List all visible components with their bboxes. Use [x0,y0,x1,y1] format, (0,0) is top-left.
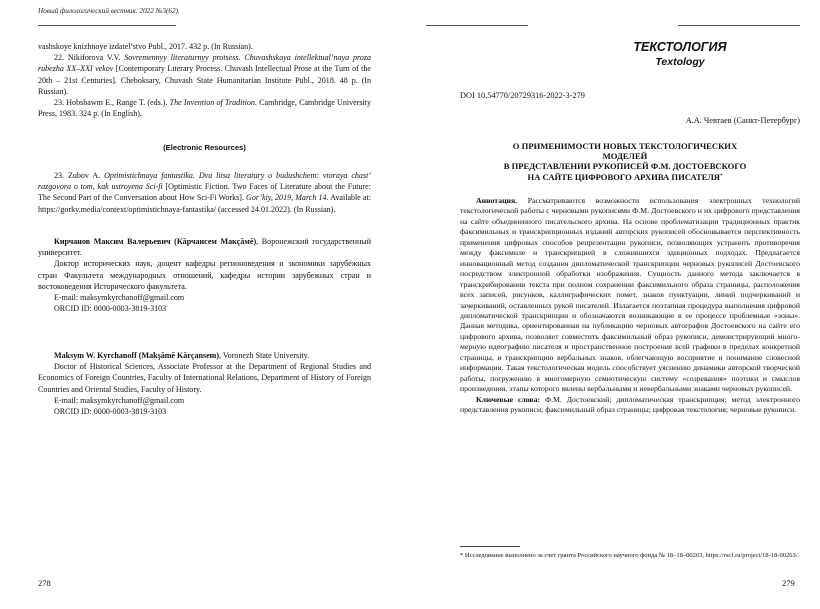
abstract [460,196,800,416]
page-number-right: 279 [782,578,795,588]
rubric-ru: ТЕКСТОЛОГИЯ [633,40,727,54]
reference-list [38,41,371,119]
article-title: О ПРИМЕНИМОСТИ НОВЫХ ТЕКСТОЛОГИЧЕСКИХ МОДЕЛЕЙ В ПРЕДСТАВЛЕНИИ РУКОПИСЕЙ Ф.М. ДОСТОЕВСКОГО НА САЙТЕ ЦИФРОВОГО АРХИВА ПИСАТЕЛЯ* [503,141,747,182]
author-name-ru: Кирчанов Максим Валерьевич (Кăрчансем Макçăмĕ) [54,237,257,246]
email-ru: E-mail: maksymkyrchanoff@gmail.com [54,293,185,303]
header-rule-left [426,25,528,26]
electronic-reference: 23. Zubov A. Optimistichnaya fantastika. Dva litsa literatury o budushchem: vtoraya chast’ razgovora o tom, kak ustroyena Sci-fi [Optimistic Fiction. Two Faces of Literature about the Future: The Second Part of the Conversation about How Sci-Fi Works]. Gor’kiy, 2019, March 14. Available at: https://gorky.media/context/optimistichnaya-fantastika/ (accessed 24.01.2022). (In Russian). [38,171,371,214]
footnote: * Исследование выполнено за счет гранта Российского научного фонда № 18–18–00263, https://rscf.ru/project/18-18-00263/. [460,552,800,559]
reference-continued: vashskoye knizhnoye izdatel’stvo Publ., 2017. 432 p. (In Russian). [38,42,253,51]
email-en: E-mail: maksymkyrchanoff@gmail.com [54,395,185,405]
header-rule-right [678,25,800,26]
doi: DOI 10.54770/20729316-2022-3-279 [460,91,585,100]
rubric [560,40,800,69]
article-author: А.А. Чевтаев (Санкт-Петербург) [685,116,800,125]
right-page [410,0,820,609]
reference-22: 22. Nikiforova V.V. Sovremennyy literaturnyy protsess. Chuvashskaya intellektual’naya proza rubezha XX–XXI vekov [Contemporary Literary Process. Chuvash Intellectual Prose at the Turn of the 20th – 21st Centuries]. Cheboksary, Chuvash State Humanitarian Institute Publ., 2018. 48 p. (In Russian). [38,53,372,96]
rubric-en: Textology [655,56,705,68]
footnote-mark: * [719,173,723,179]
author-info-en: Maksym W. Kyrchanoff (Makşămĕ Kărçansem), Voronezh State University. Doctor of Historical Sciences, Associate Professor at the Department of Regional Studies and Economics of Foreign Countries, Faculty of International Relations, Department of History of Foreign Countries and Oriental Studies, Faculty of History. E-mail: maksymkyrchanoff@gmail.com ORCID ID: 0000-0003-3819-3103 [38,351,371,417]
footnote-rule [460,546,520,547]
running-head: Новый филологический вестник. 2022 №3(62). [38,7,180,15]
reference-23: 23. Hobsbawm E., Range T. (eds.). The Invention of Tradition. Cambridge, Cambridge University Press, 1983. 324 p. (In English). [38,98,372,119]
abstract-label: Аннотация. [476,196,518,205]
author-name-en: Maksym W. Kyrchanoff (Makşămĕ Kărçansem) [54,351,220,360]
page-number-left: 278 [38,578,51,588]
header-rule [38,25,176,26]
abstract-text: Рассматриваются возможности использования электронных технологий текстологической работы с черновыми рукописями Ф.М. Достоевского и их цифрового представления на сайте объединенного писательского архива. На основе проблематизации традиционных практик факсимильных и транскрипционных изданий авторских рукописей обосновывается перспективность применения цифровых способов репрезентации рукописи, позволяющих устранить противоречия между факсимиле и транскрипцией в сложившихся эдиционных подходах. Предлагается инновационный метод создания дипломатической транскрипции черновых рукописей Достоевского посредством электронной обработки изображения. Сущность данного метода заключается в транскрибировании текста при полном сохранении факсимильного образа страницы, расположения всех записей, рисунков, каллиграфических помет, знаков пунктуации, линий подчеркиваний и зачеркиваний, оставленных рукой писателей. Излагается поэтапная процедура выполнения цифровой дипломатической транскрипции и обозначаются возникающие в ее процессе проблемные «зоны». Данная методика, ориентированная на публикацию черновых автографов Достоевского на сайте его цифрового архива, позволяет совместить факсимильный образ рукописи, демонстрирующий многомерную идеографию писателя и пространственное построение всей графики в пределах конкретной страницы, и транскрипцию вербальных знаков, облегчающую восприятие и понимание словесной информации. Такая текстологическая модель способствует уяснению динамики авторской творческой работы, погружению в многомерную семиотическую систему «созревания» поэтики и смыслов произведения, этапы которого явлены вербальными и невербальными знаками черновых рукописей. [460,196,800,394]
keywords: Ключевые слова: Ф.М. Достоевский; дипломатическая транскрипция; метод электронного представления рукописи; факсимильный образ страницы; цифровая текстология; черновые рукописи. [460,394,801,415]
orcid-ru: ORCID ID: 0000-0003-3819-3103 [54,304,167,314]
author-info-ru: Кирчанов Максим Валерьевич (Кăрчансем Макçăмĕ), Воронежский государственный университет. Доктор исторических наук, доцент кафедры регионоведения и экономики зарубежных стран Факультета международных отношений, кафедры истории зарубежных стран и востоковедения Исторического факультета. E-mail: maksymkyrchanoff@gmail.com ORCID ID: 0000-0003-3819-3103 [38,237,372,314]
orcid-en: ORCID ID: 0000-0003-3819-3103 [54,407,167,417]
electronic-resources-heading: (Electronic Resources) [163,143,246,152]
